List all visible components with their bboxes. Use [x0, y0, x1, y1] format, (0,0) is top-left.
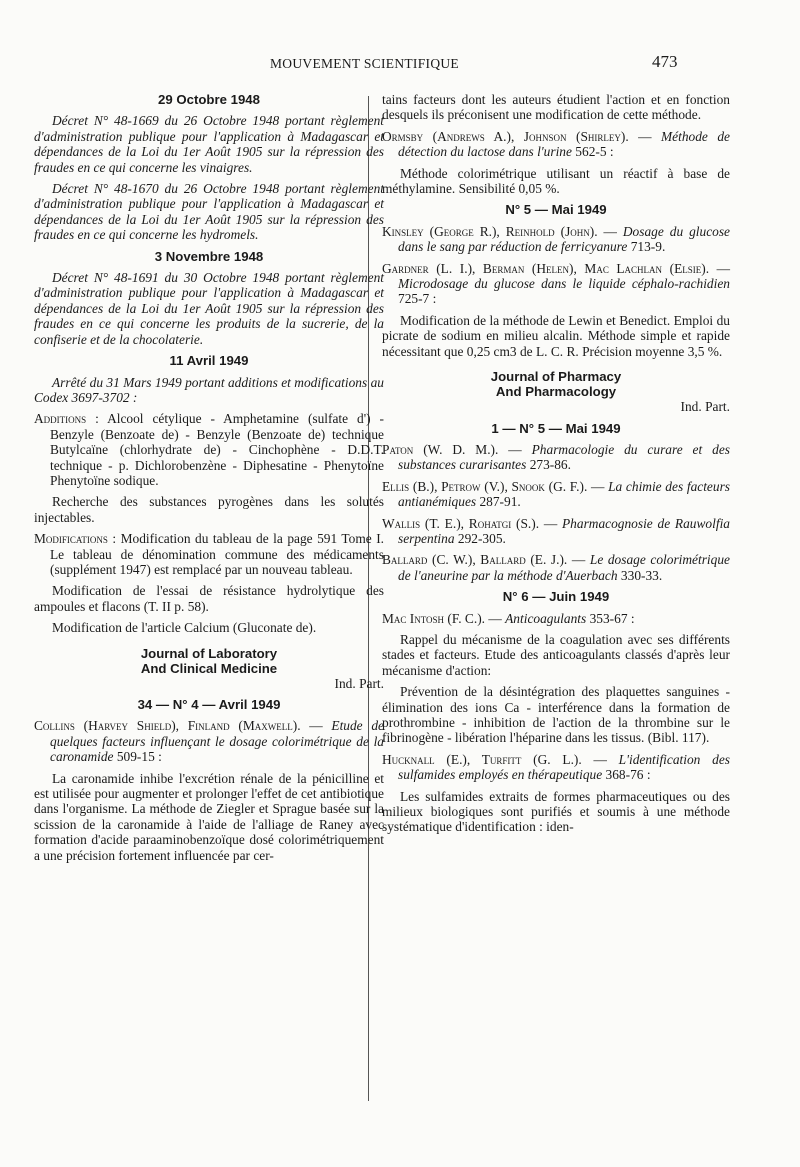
reference-pages: 725-7 :	[398, 291, 437, 307]
body-paragraph: tains facteurs dont les auteurs étudient l'action et en fonction desquels ils préconisent une modification de cette méthode.	[382, 92, 730, 123]
reference-entry	[34, 718, 384, 764]
reference-authors: Ellis (B.), Petrow (V.), Snook (G. F.). —	[382, 478, 605, 494]
reference-title: Pharmacognosie de Rauwolfia serpentina	[398, 515, 730, 546]
modifications-label: Modifications :	[34, 531, 117, 547]
journal-title	[382, 369, 730, 399]
left-column	[34, 92, 384, 869]
reference-entry	[382, 261, 730, 307]
decree-paragraph: Décret N° 48-1691 du 30 Octobre 1948 portant règlement d'administration publique pour l'application à Madagascar et dépendances de la Loi du 1er Août 1905 sur la répression des fraudes en ce qui concerne les produits de la sucrerie, de la confiserie et de la chocolaterie.	[34, 270, 384, 347]
right-column	[382, 92, 730, 841]
reference-title: La chimie des facteurs antianémiques	[398, 478, 730, 510]
reference-authors: Ormsby (Andrews A.), Johnson (Shirley). —	[382, 128, 652, 144]
body-paragraph: Prévention de la désintégration des plaquettes sanguines - élimination des ions Ca - interférence dans la formation de prothrombine - inhibition de l'action de la thrombine sur le fibrinogène - libération l'héparine dans les tissus. (Bibl. 117).	[382, 684, 730, 746]
modifications-entry	[34, 531, 384, 577]
reference-authors: Ballard (C. W.), Ballard (E. J.). —	[382, 552, 586, 568]
running-title: MOUVEMENT SCIENTIFIQUE	[270, 56, 459, 71]
body-paragraph: Recherche des substances pyrogènes dans les solutés injectables.	[34, 494, 384, 525]
body-paragraph: Rappel du mécanisme de la coagulation avec ses différents stades et facteurs. Etude des anticoagulants classés d'après leur mécanisme d'action:	[382, 631, 730, 678]
reference-pages: 287-91.	[479, 494, 521, 510]
additions-label: Additions :	[34, 411, 99, 427]
reference-authors: Collins (Harvey Shield), Finland (Maxwell). —	[34, 718, 323, 734]
reference-title: Méthode de détection du lactose dans l'urine	[398, 128, 730, 160]
page-number: 473	[652, 52, 678, 71]
journal-title	[34, 646, 384, 676]
reference-entry	[382, 479, 730, 510]
decree-paragraph: Décret N° 48-1670 du 26 Octobre 1948 portant règlement d'administration publique pour l'application à Madagascar et dépendances de la Loi du 1er Août 1905 sur la répression des fraudes en ce qui concerne les hydromels.	[34, 181, 384, 243]
date-heading: 11 Avril 1949	[169, 353, 249, 369]
reference-authors: Mac Intosh (F. C.). —	[382, 610, 502, 626]
reference-title: Le dosage colorimétrique de l'aneurine par la méthode d'Auerbach	[398, 552, 730, 583]
reference-authors: Kinsley (George R.), Reinhold (John). —	[382, 223, 617, 239]
reference-title: Pharmacologie du curare et des substances curarisantes	[398, 441, 731, 473]
reference-pages: 713-9.	[630, 239, 666, 255]
part-label: Ind. Part.	[334, 675, 384, 691]
reference-title: Etude de quelques facteurs influençant le dosage colorimétrique de la caronamide	[50, 718, 384, 765]
reference-pages: 353-67 :	[589, 610, 635, 626]
body-paragraph: Modification de l'article Calcium (Gluconate de).	[52, 620, 317, 636]
reference-authors: Wallis (T. E.), Rohatgi (S.). —	[382, 515, 558, 531]
issue-heading: 1 — N° 5 — Mai 1949	[491, 420, 621, 436]
date-heading: 29 Octobre 1948	[158, 92, 260, 107]
body-paragraph: Modification de l'essai de résistance hydrolytique des ampoules et flacons (T. II p. 58).	[34, 583, 384, 614]
reference-title: Microdosage du glucose dans le liquide céphalo-rachidien	[398, 276, 730, 292]
date-heading: 3 Novembre 1948	[154, 248, 264, 264]
reference-title: Dosage du glucose dans le sang par réduction de ferricyanure	[398, 223, 730, 255]
reference-entry	[382, 224, 730, 255]
journal-title-line: And Pharmacology	[495, 384, 617, 400]
body-paragraph: La caronamide inhibe l'excrétion rénale de la pénicilline et est utilisée pour augmenter et prolonger l'effet de cet antibiotique dans l'organisme. La méthode de Ziegler et Sprague basée sur la scission de la caronamide à l'aide de l'alliage de Raney avec formation d'acide paraaminobenzoïque dosé colorimétriquement a une précision fortement influencée par cer-	[34, 770, 384, 863]
additions-entry	[34, 411, 384, 488]
reference-pages: 273-86.	[529, 457, 571, 473]
reference-authors: Gardner (L. I.), Berman (Helen), Mac Lachlan (Elsie). —	[382, 260, 730, 276]
reference-title: L'identification des sulfamides employés en thérapeutique	[398, 751, 730, 783]
reference-pages: 509-15 :	[116, 749, 162, 765]
reference-pages: 330-33.	[620, 567, 663, 583]
journal-title-line: Journal of Laboratory	[140, 645, 278, 661]
body-paragraph: Méthode colorimétrique utilisant un réactif à base de méthylamine. Sensibilité 0,05 %.	[382, 165, 730, 197]
issue-heading: N° 5 — Mai 1949	[505, 202, 607, 218]
decree-paragraph: Décret N° 48-1669 du 26 Octobre 1948 portant règlement d'administration publique pour l'application à Madagascar et dépendances de la Loi du 1er Août 1905 sur la répression des fraudes en ce qui concerne les vinaigres.	[34, 113, 384, 175]
journal-title-line: Journal of Pharmacy	[490, 369, 622, 385]
journal-title-line: And Clinical Medicine	[140, 660, 278, 676]
reference-pages: 562-5 :	[575, 144, 614, 160]
reference-entry	[382, 442, 730, 473]
reference-entry	[382, 516, 730, 547]
reference-entry	[382, 552, 730, 583]
running-head	[0, 50, 800, 80]
reference-entry	[382, 611, 730, 626]
reference-entry	[382, 129, 730, 160]
reference-entry	[382, 752, 730, 783]
reference-pages: 368-76 :	[605, 767, 651, 783]
modifications-text: Modification du tableau de la page 591 Tome I. Le tableau de dénomination commune des médicaments (supplément 1947) est remplacé par un nouveau tableau.	[50, 531, 385, 577]
additions-text: Alcool cétylique - Amphetamine (sulfate d') - Benzyle (Benzoate de) - Benzyle (Benzoate de) technique Butylcaïne (chlorhydrate de) - Cinchophène - D.D.T. technique - p. Dichlorobenzène - Diphesatine - Phenytoïne Phenytoïne sodique.	[50, 411, 385, 488]
arrete-paragraph: Arrêté du 31 Mars 1949 portant additions et modifications au Codex 3697-3702 :	[34, 374, 384, 405]
body-paragraph: Les sulfamides extraits de formes pharmaceutiques ou des milieux biologiques sont purifiés et soumis à une méthode systématique d'identification : iden-	[382, 788, 730, 835]
body-paragraph: Modification de la méthode de Lewin et Benedict. Emploi du picrate de sodium en milieu alcalin. Méthode simple et rapide nécessitant que 0,25 cm3 de L. C. R. Précision moyenne 3,5 %.	[382, 312, 730, 359]
reference-authors: Paton (W. D. M.). —	[382, 441, 522, 457]
part-label: Ind. Part.	[680, 399, 730, 415]
issue-heading: N° 6 — Juin 1949	[502, 589, 610, 605]
reference-title: Anticoagulants	[505, 610, 587, 626]
reference-authors: Hucknall (E.), Turfitt (G. L.). —	[382, 751, 607, 767]
issue-heading: 34 — N° 4 — Avril 1949	[137, 697, 281, 712]
reference-pages: 292-305.	[457, 530, 506, 546]
